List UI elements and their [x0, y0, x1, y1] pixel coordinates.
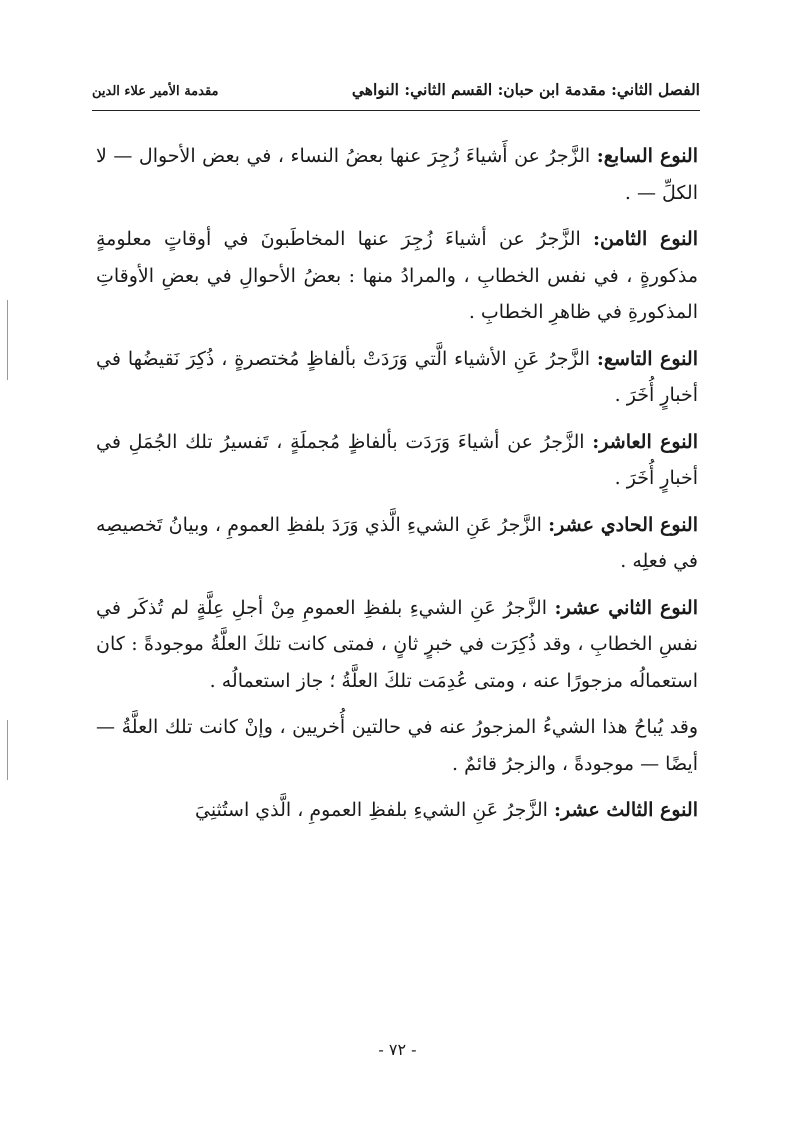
paragraph-lead: النوع السابع: [596, 145, 698, 167]
paragraph-type-11 [96, 507, 698, 580]
paragraph-text: الزَّجرُ عَنِ الشيءِ بلفظِ العمومِ ، الَّذي استُثنِيَ [194, 799, 554, 821]
paragraph-permission-note [96, 709, 698, 782]
header-divider [92, 110, 700, 111]
paragraph-text: الزَّجرُ عن أشياءَ زُجِرَ عنها المخاطَبونَ في أوقاتٍ معلومةٍ مذكورةٍ ، في نفس الخطابِ ، والمرادُ منها : بعضُ الأحوالِ في بعضِ الأوقاتِ المذكورةِ في ظاهرِ الخطابِ . [96, 228, 698, 323]
paragraph-text: الزَّجرُ عَنِ الشيءِ بلفظِ العمومِ مِنْ أجلِ عِلَّةٍ لم تُذكَر في نفسِ الخطابِ ، وقد ذُكِرَت في خبرٍ ثانٍ ، فمتى كانت تلكَ العلَّةُ موجودةً : كان استعمالُه مزجورًا عنه ، ومتى عُدِمَت تلكَ العلَّةُ ؛ جاز استعمالُه . [96, 596, 698, 692]
scan-margin-mark [7, 300, 8, 380]
paragraph-text: الزَّجرُ عن أَشياءَ زُجِرَ عنها بعضُ النساء ، في بعض الأحوال — لا الكلِّ — . [96, 145, 698, 204]
paragraph-type-10 [96, 424, 698, 497]
paragraph-type-8 [96, 221, 698, 331]
paragraph-lead: النوع الثامن: [592, 228, 698, 250]
book-title: مقدمة الأمير علاء الدين [92, 84, 219, 99]
page-number: - ٧٢ - [378, 1040, 417, 1059]
paragraph-lead: النوع الثاني عشر: [554, 596, 698, 619]
scan-margin-mark [7, 720, 8, 780]
paragraph-lead: النوع الثالث عشر: [553, 799, 698, 821]
paragraph-type-12 [96, 590, 698, 700]
body-text [96, 138, 698, 839]
paragraph-text: الزَّجرُ عن أشياءَ وَرَدَت بألفاظٍ مُجملَةٍ ، تَفسيرُ تلك الجُمَلِ في أخبارٍ أُخَرَ . [96, 430, 698, 489]
paragraph-lead: النوع التاسع: [596, 347, 698, 370]
running-header [92, 80, 700, 99]
paragraph-type-9 [96, 341, 698, 414]
paragraph-text: الزَّجرُ عَنِ الشيءِ الَّذي وَرَدَ بلفظِ العمومِ ، وبيانُ تَخصيصِه في فعلِه . [96, 513, 698, 572]
chapter-title: الفصل الثاني: مقدمة ابن حبان: القسم الثاني: النواهي [351, 80, 700, 99]
paragraph-lead: النوع الحادي عشر: [548, 513, 699, 536]
paragraph-type-13 [96, 792, 698, 829]
paragraph-lead: النوع العاشر: [592, 430, 698, 453]
paragraph-text: وقد يُباحُ هذا الشيءُ المزجورُ عنه في حالتين أُخريين ، وإنْ كانت تلك العلَّةُ — أيضًا — موجودةً ، والزجرُ قائمٌ . [96, 716, 698, 775]
paragraph-text: الزَّجرُ عَنِ الأشياء الَّتي وَرَدَتْ بألفاظٍ مُختصرةٍ ، ذُكِرَ نَقيضُها في أخبارٍ أُخَرَ . [96, 347, 698, 406]
paragraph-type-7 [96, 138, 698, 211]
